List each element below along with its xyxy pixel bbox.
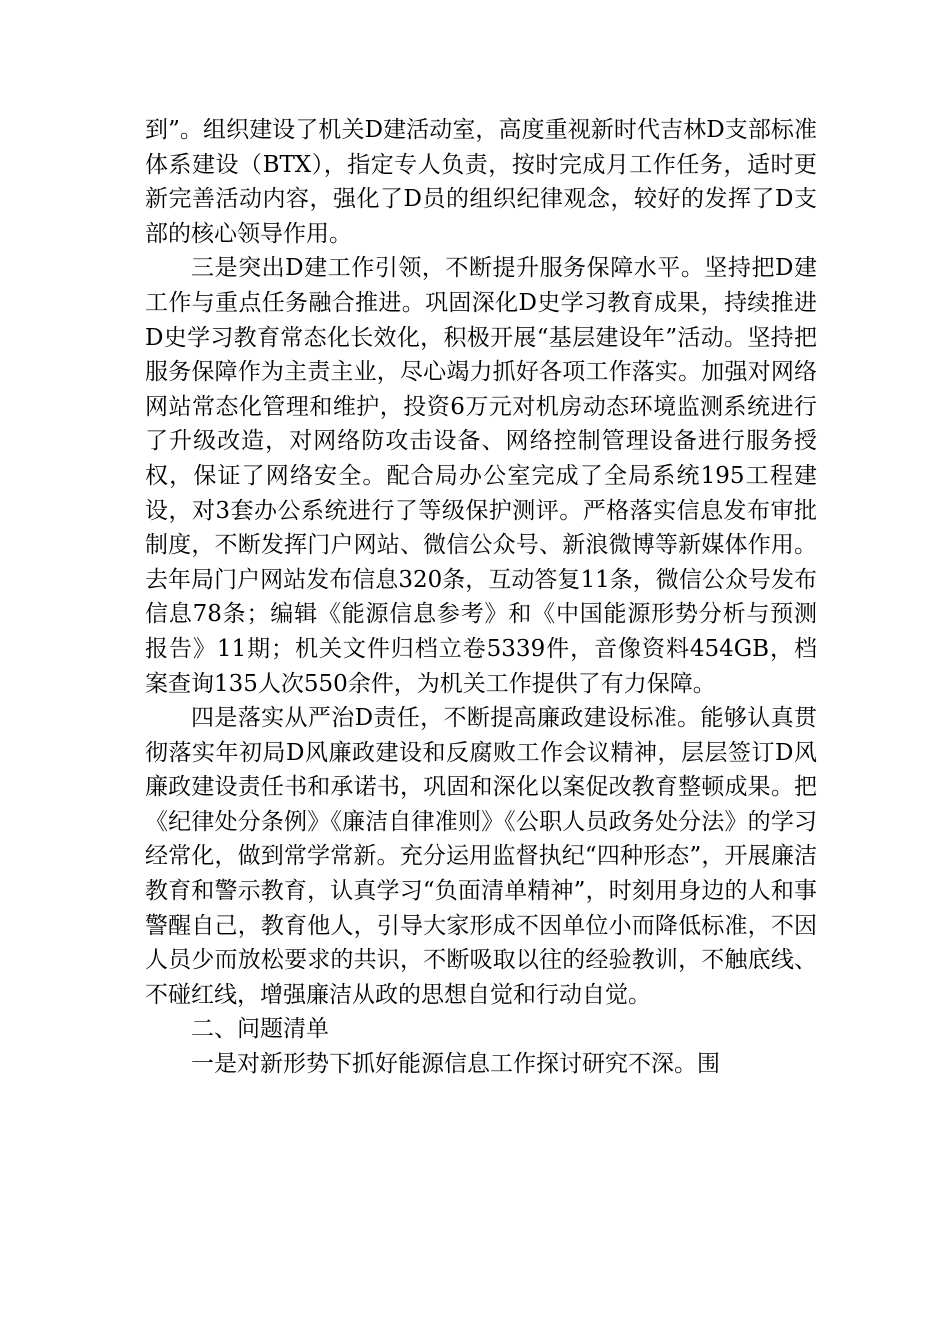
paragraph-integrity-building: 四是落实从严治D责任，不断提高廉政建设标准。能够认真贯彻落实年初局D风廉政建设和反腐败工作会议精神，层层签订D风廉政建设责任书和承诺书，巩固和深化以案促改教育整顿成果。把《纪律处分条例》《廉洁自律准则》《公职人员政务处分法》的学习经常化，做到常学常新。充分运用监督执纪“四种形态”，开展廉洁教育和警示教育，认真学习“负面清单精神”，时刻用身边的人和事警醒自己，教育他人，引导大家形成不因单位小而降低标准，不因人员少而放松要求的共识，不断吸取以往的经验教训，不触底线、不碰红线，增强廉洁从政的思想自觉和行动自觉。 [145,705,817,1008]
section-heading: 二、问题清单 [191,1016,329,1043]
document-body [145,113,817,1082]
paragraph-party-building-service: 三是突出D建工作引领，不断提升服务保障水平。坚持把D建工作与重点任务融合推进。巩固深化D史学习教育成果，持续推进D史学习教育常态化长效化，积极开展“基层建设年”活动。坚持把服务保障作为主责主业，尽心竭力抓好各项工作落实。加强对网络网站常态化管理和维护，投资6万元对机房动态环境监测系统进行了升级改造，对网络防攻击设备、网络控制管理设备进行服务授权，保证了网络安全。配合局办公室完成了全局系统195工程建设，对3套办公系统进行了等级保护测评。严格落实信息发布审批制度，不断发挥门户网站、微信公众号、新浪微博等新媒体作用。去年局门户网站发布信息320条，互动答复11条，微信公众号发布信息78条；编辑《能源信息参考》和《中国能源形势分析与预测报告》11期；机关文件归档立卷5339件，音像资料454GB，档案查询135人次550余件，为机关工作提供了有力保障。 [145,255,817,697]
paragraph-continuation: 到”。组织建设了机关D建活动室，高度重视新时代吉林D支部标准体系建设（BTX），指定专人负责，按时完成月工作任务，适时更新完善活动内容，强化了D员的组织纪律观念，较好的发挥了D支部的核心领导作用。 [145,117,817,247]
paragraph-problem-one: 一是对新形势下抓好能源信息工作探讨研究不深。围 [191,1051,720,1078]
